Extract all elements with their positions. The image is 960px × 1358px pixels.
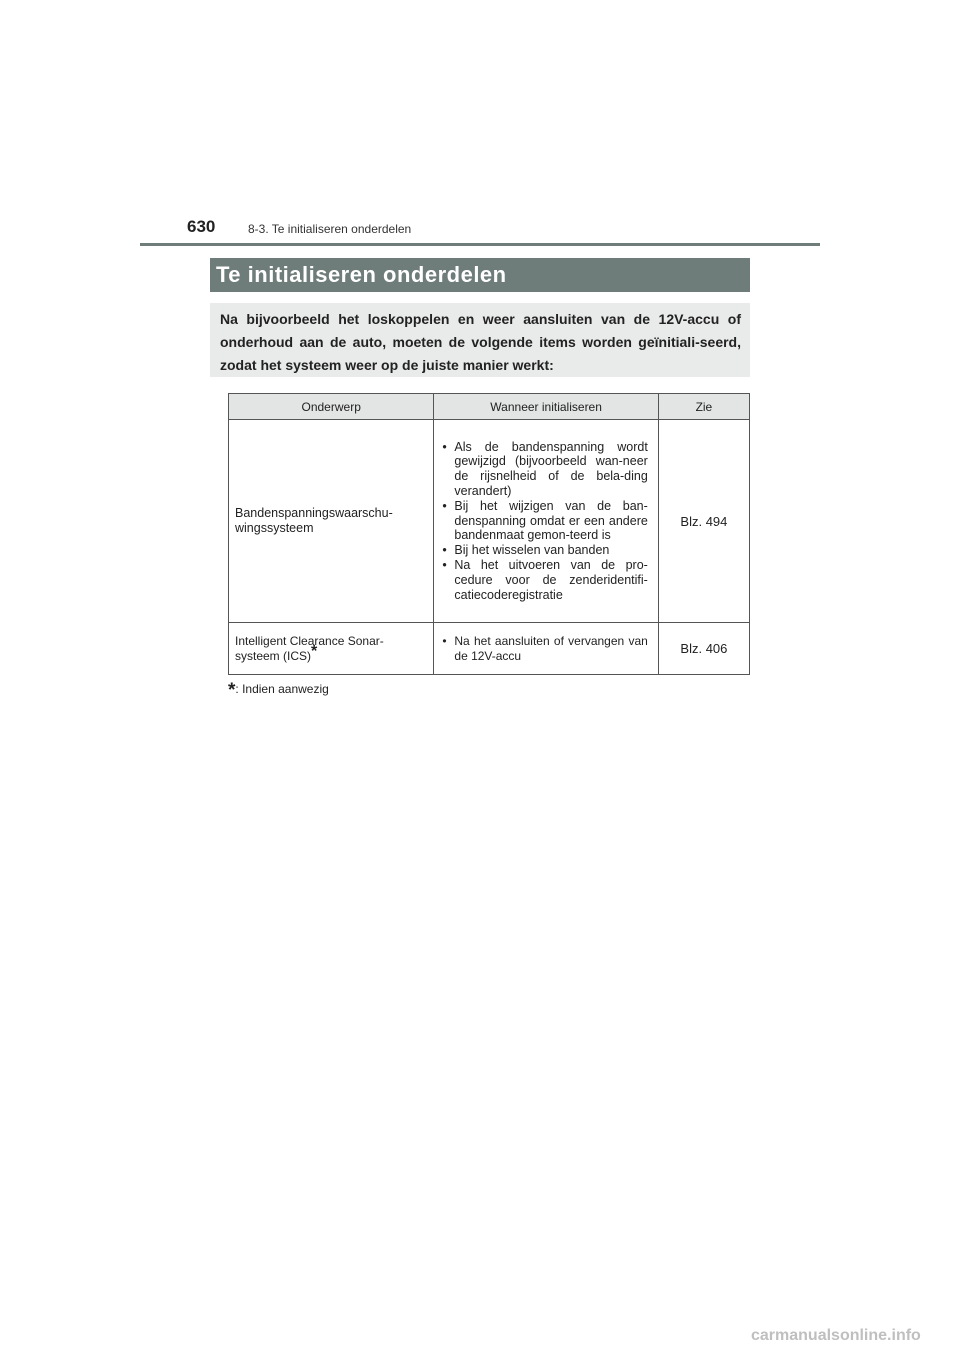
section-title-bar: [210, 258, 750, 292]
row-subject: [229, 623, 434, 675]
row-when: [434, 623, 658, 675]
page-number: 630: [187, 217, 216, 236]
row-ref: Blz. 494: [658, 420, 749, 623]
footnote: [228, 680, 329, 702]
header-divider: [140, 243, 820, 246]
subject-line: systeem (ICS): [235, 648, 312, 663]
subject-line: wingssysteem: [235, 521, 314, 535]
bullet-item: • Bij het wisselen van banden: [440, 543, 647, 558]
subject-line: Bandenspanningswaarschu-: [235, 506, 393, 520]
header-subject: Onderwerp: [229, 394, 434, 420]
watermark: carmanualsonline.info: [751, 1327, 921, 1344]
table-row: [229, 420, 750, 623]
initialization-table: [228, 393, 750, 675]
section-reference: 8-3. Te initialiseren onderdelen: [248, 222, 412, 236]
bullet-item: • Na het aansluiten of vervangen van de 12V-accu: [440, 634, 647, 664]
bullet-item: • Bij het wijzigen van de ban-denspanning omdat er een andere bandenmaat gemon-teerd is: [440, 499, 647, 543]
bullet-item: • Als de bandenspanning wordt gewijzigd (bijvoorbeeld wan-neer de rijsnelheid of de bela-ding verandert): [440, 440, 647, 499]
intro-box: [210, 303, 750, 377]
table-row: [229, 623, 750, 675]
bullet-item: • Na het uitvoeren van de pro-cedure voor de zenderidentifi-catiecoderegistratie: [440, 558, 647, 602]
row-when: [434, 420, 658, 623]
subject-line: Intelligent Clearance Sonar-: [235, 633, 384, 648]
table-header-row: [229, 394, 750, 420]
intro-text: Na bijvoorbeeld het loskoppelen en weer aansluiten van de 12V-accu of onderhoud aan de auto, moeten de volgende items worden geïnitiali-seerd, zodat het systeem weer op de juiste manier werkt:: [220, 311, 741, 373]
header-when: Wanneer initialiseren: [434, 394, 658, 420]
footnote-mark: *: [228, 680, 236, 701]
footnote-text: : Indien aanwezig: [235, 682, 329, 696]
header-ref: Zie: [658, 394, 749, 420]
row-ref: Blz. 406: [658, 623, 749, 675]
subject-line-with-mark: [235, 642, 427, 664]
row-subject: [229, 420, 434, 623]
footnote-mark: *: [311, 642, 318, 660]
section-title: Te initialiseren onderdelen: [216, 262, 507, 287]
